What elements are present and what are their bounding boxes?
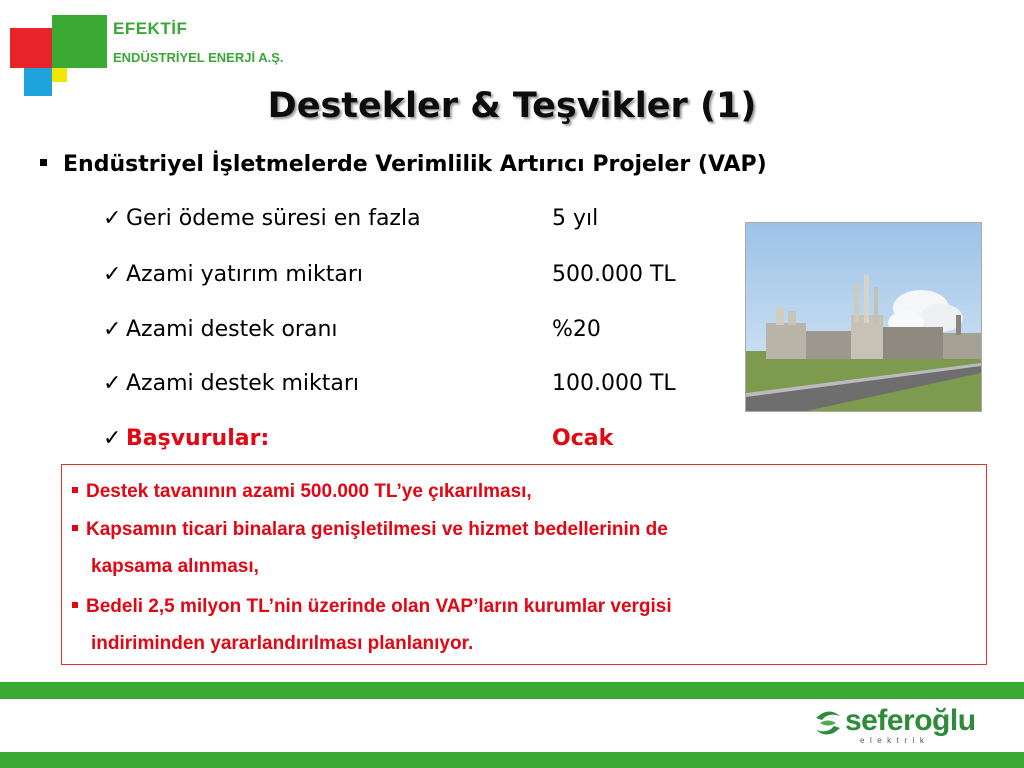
square-bullet-icon xyxy=(72,525,78,531)
item-value: 100.000 TL xyxy=(552,371,676,396)
item-label: Azami destek oranı xyxy=(126,317,338,342)
note-text-continued: indiriminden yararlandırılması planlanıyor. xyxy=(91,633,474,654)
footer-band-top xyxy=(0,682,1024,699)
square-bullet-icon xyxy=(72,487,78,493)
item-label: Azami destek miktarı xyxy=(126,371,360,396)
checkmark-icon: ✓ xyxy=(103,317,122,342)
footer-band-bottom xyxy=(0,752,1024,768)
list-item xyxy=(103,262,676,287)
item-label: Başvurular: xyxy=(126,426,270,451)
brand-subtitle: elektrik xyxy=(860,736,930,745)
item-value: 500.000 TL xyxy=(552,262,676,287)
brand-name: seferoğlu xyxy=(845,704,976,737)
checkmark-icon: ✓ xyxy=(103,262,122,287)
list-item xyxy=(103,317,601,342)
item-label: Azami yatırım miktarı xyxy=(126,262,363,287)
note-item xyxy=(72,511,952,585)
plant-illustration xyxy=(746,223,981,411)
checkmark-icon: ✓ xyxy=(103,206,122,231)
company-name: EFEKTİF xyxy=(113,19,188,38)
item-value: 5 yıl xyxy=(552,206,599,231)
note-text: Bedeli 2,5 milyon TL’nin üzerinde olan VAP’ların kurumlar vergisi xyxy=(86,596,672,617)
company-subtitle: ENDÜSTRİYEL ENERJİ A.Ş. xyxy=(113,50,284,65)
note-text: Destek tavanının azami 500.000 TL’ye çıkarılması, xyxy=(86,481,532,502)
main-bullet-text: Endüstriyel İşletmelerde Verimlilik Artırıcı Projeler (VAP) xyxy=(63,152,767,177)
item-value: %20 xyxy=(552,317,601,342)
brand-swirl-icon xyxy=(812,708,844,738)
list-item xyxy=(103,371,676,396)
main-bullet xyxy=(40,152,767,177)
note-text: Kapsamın ticari binalara genişletilmesi ve hizmet bedellerinin de xyxy=(86,519,668,540)
square-bullet-icon xyxy=(40,159,47,166)
checkmark-icon: ✓ xyxy=(103,371,122,396)
brand-logo xyxy=(812,700,1002,750)
note-text-continued: kapsama alınması, xyxy=(91,556,259,577)
notes-box xyxy=(61,464,987,665)
item-value: Ocak xyxy=(552,426,614,451)
checkmark-icon: ✓ xyxy=(103,426,122,451)
list-item xyxy=(103,426,614,451)
logo-red-square xyxy=(10,28,52,68)
logo-green-square xyxy=(52,15,107,68)
industrial-plant-photo xyxy=(745,222,982,412)
logo-yellow-square xyxy=(52,68,67,82)
square-bullet-icon xyxy=(72,602,78,608)
list-item xyxy=(103,206,599,231)
item-label: Geri ödeme süresi en fazla xyxy=(126,206,421,231)
note-item xyxy=(72,588,952,662)
slide-title: Destekler & Teşvikler (1) xyxy=(267,86,757,126)
note-item xyxy=(72,473,952,510)
